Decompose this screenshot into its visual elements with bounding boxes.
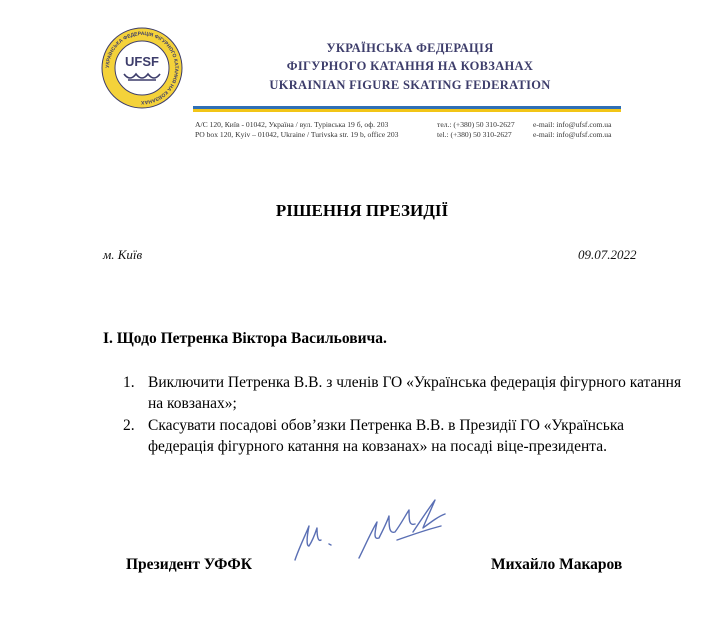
address-uk: А/С 120, Київ - 01042, Україна / вул. Турівська 19 б, оф. 203 bbox=[195, 120, 389, 129]
logo-ring-text: УКРАЇНСЬКА ФЕДЕРАЦІЯ ФІГУРНОГО КАТАННЯ НА КОВЗАНАХ bbox=[104, 30, 180, 106]
address-en: PO box 120, Kyiv – 01042, Ukraine / Turivska str. 19 b, office 203 bbox=[195, 130, 399, 139]
phone-en: tel.: (+380) 50 310-2627 bbox=[437, 130, 512, 139]
section-heading: І. Щодо Петренка Віктора Васильовича. bbox=[103, 330, 387, 347]
document-date: 09.07.2022 bbox=[578, 247, 637, 262]
email-uk: e-mail: info@ufsf.com.ua bbox=[533, 120, 612, 129]
signer-name: Михайло Макаров bbox=[491, 556, 623, 573]
document-title: РІШЕННЯ ПРЕЗИДІЇ bbox=[275, 201, 449, 220]
signer-title: Президент УФФК bbox=[126, 556, 252, 573]
logo-text: UFSF bbox=[125, 54, 159, 69]
org-name-en: UKRAINIAN FIGURE SKATING FEDERATION bbox=[269, 78, 551, 92]
list-item-number-1: 1. bbox=[123, 374, 135, 391]
org-name-uk-line1: УКРАЇНСЬКА ФЕДЕРАЦІЯ bbox=[326, 41, 494, 55]
org-name-uk-line2: ФІГУРНОГО КАТАННЯ НА КОВЗАНАХ bbox=[286, 59, 534, 73]
email-en: e-mail: info@ufsf.com.ua bbox=[533, 130, 612, 139]
list-item-text-1: Виключити Петренка В.В. з членів ГО «Українська федерація фігурного катання на ковзанах»; bbox=[148, 374, 682, 412]
letterhead-rule-yellow bbox=[193, 109, 621, 112]
phone-uk: тел.: (+380) 50 310-2627 bbox=[437, 120, 515, 129]
signature-mark bbox=[285, 488, 460, 568]
document-city: м. Київ bbox=[103, 247, 143, 262]
list-item-number-2: 2. bbox=[123, 417, 135, 434]
federation-logo bbox=[100, 26, 184, 110]
list-item-text-2: Скасувати посадові обов’язки Петренка В.В. в Президії ГО «Українська федерація фігурного катання на ковзанах» на посаді віце-президента. bbox=[148, 417, 625, 455]
